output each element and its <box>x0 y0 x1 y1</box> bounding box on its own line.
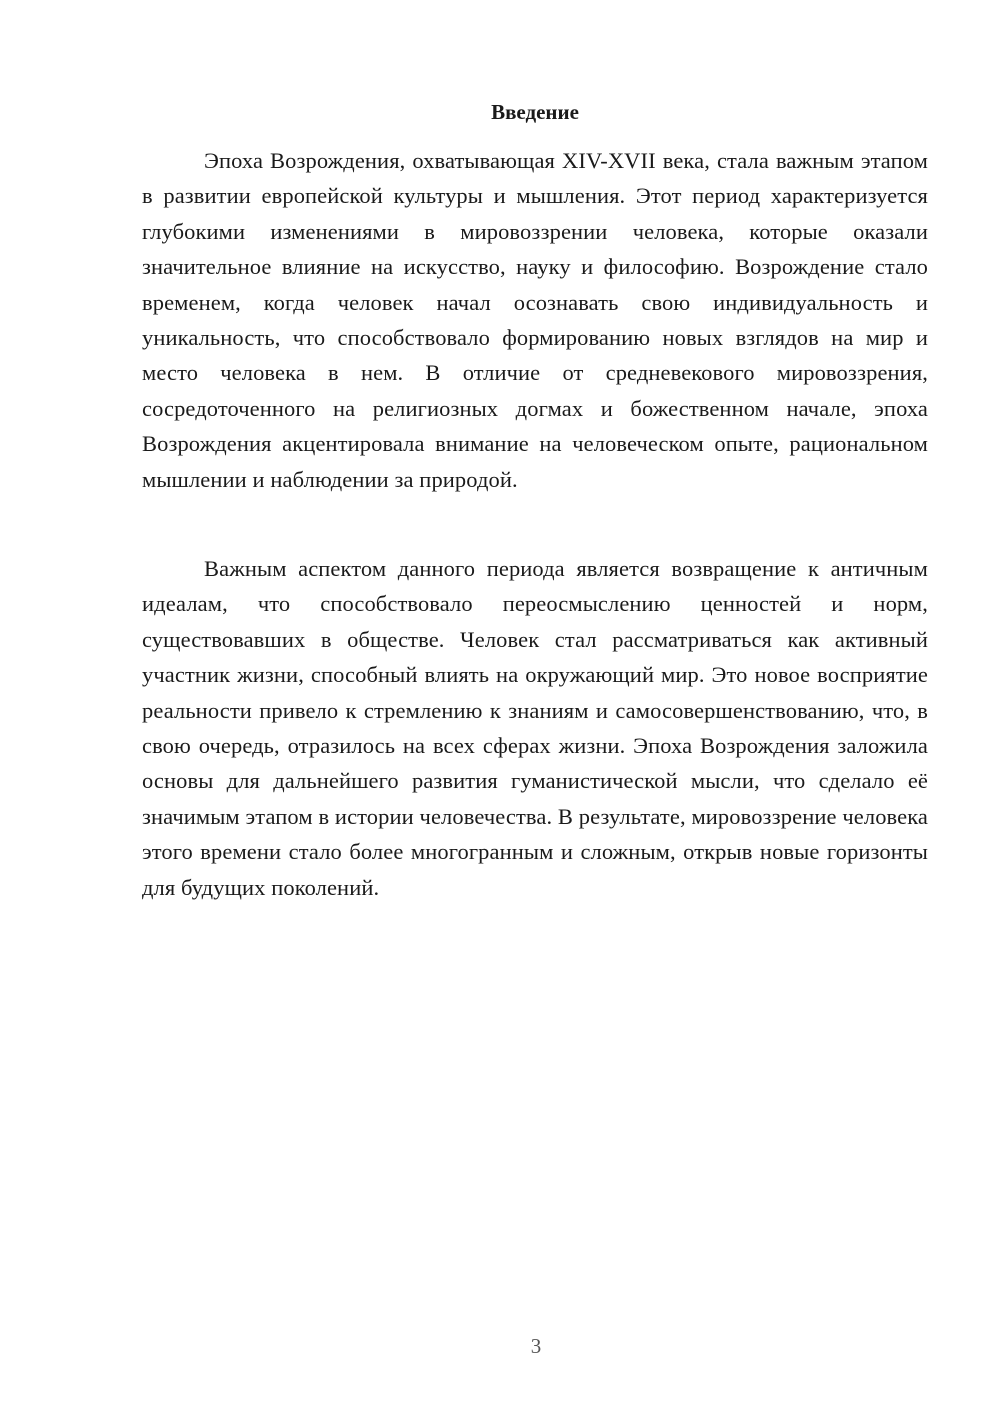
section-title: Введение <box>491 100 579 124</box>
paragraph-2: Важным аспектом данного периода является возвращение к античным идеалам, что способствовало переосмыслению ценностей и норм, существовавших в обществе. Человек стал рассматриваться как активный участник жизни, способный влиять на окружающий мир. Это новое восприятие реальности привело к стремлению к знаниям и самосовершенствованию, что, в свою очередь, отразилось на всех сферах жизни. Эпоха Возрождения заложила основы для дальнейшего развития гуманистической мысли, что сделало её значимым этапом в истории человечества. В результате, мировоззрение человека этого времени стало более многогранным и сложным, открыв новые горизонты для будущих поколений. <box>142 556 928 900</box>
paragraph-1: Эпоха Возрождения, охватывающая XIV-XVII века, стала важным этапом в развитии европейской культуры и мышления. Этот период характеризуется глубокими изменениями в мировоззрении человека, которые оказали значительное влияние на искусство, науку и философию. Возрождение стало временем, когда человек начал осознавать свою индивидуальность и уникальность, что способствовало формированию новых взглядов на мир и место человека в нем. В отличие от средневекового мировоззрения, сосредоточенного на религиозных догмах и божественном начале, эпоха Возрождения акцентировала внимание на человеческом опыте, рациональном мышлении и наблюдении за природой. <box>142 148 928 492</box>
page-number: 3 <box>530 1334 542 1358</box>
